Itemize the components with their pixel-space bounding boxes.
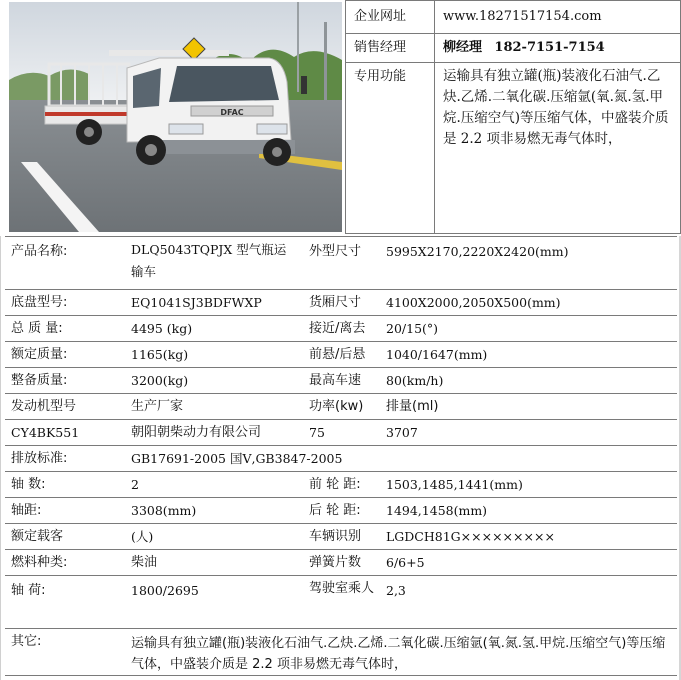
front-track-value: 1503,1485,1441(mm) [380,472,677,498]
fuel-label: 燃料种类: [5,550,125,576]
axles-label: 轴 数: [5,472,125,498]
function-row [346,63,681,234]
cargo-value: 4100X2000,2050X500(mm) [380,290,677,316]
front-track-label: 前 轮 距: [303,472,380,498]
springs-label: 弹簧片数 [303,550,380,576]
displacement-label: 排量(ml) [380,394,677,420]
passengers-value: (人) [125,524,303,550]
overhang-value: 1040/1647(mm) [380,342,677,368]
rear-track-label: 后 轮 距: [303,498,380,524]
vin-label: 车辆识别 [303,524,380,550]
spec-row-emission [5,446,677,472]
spec-row-fuel [5,550,677,576]
axle-load-value: 1800/2695 [125,576,303,629]
curb-value: 3200(kg) [125,368,303,394]
truck-photo [9,2,342,232]
function-value: 运输具有独立罐(瓶)装液化石油气.乙炔.乙烯.二氧化碳.压缩氩(氧.氮.氢.甲烷.压缩空气)等压缩气体，中盛装介质是 2.2 项非易燃无毒气体时， [435,63,681,234]
manager-name: 柳经理 [443,40,483,55]
product-name-label: 产品名称: [5,237,125,290]
manufacturer-label: 生产厂家 [125,394,303,420]
chassis-label: 底盘型号: [5,290,125,316]
website-label: 企业网址 [346,1,435,34]
truck-brand-text: DFAC [220,108,244,117]
curb-label: 整备质量: [5,368,125,394]
contact-table [345,0,681,234]
power-label: 功率(kw) [303,394,380,420]
speed-value: 80(km/h) [380,368,677,394]
approach-label: 接近/离去 [303,316,380,342]
truck-illustration [9,2,342,232]
spec-row-other [5,629,677,676]
axle-load-label: 轴 荷: [5,576,125,629]
spec-row-passengers [5,524,677,550]
manufacturer-value: 朝阳朝柴动力有限公司 [125,420,303,446]
dimensions-value: 5995X2170,2220X2420(mm) [380,237,677,290]
function-label: 专用功能 [346,63,435,234]
product-name-value: DLQ5043TQPJX 型气瓶运输车 [125,237,303,290]
website-row [346,1,681,34]
rated-label: 额定质量: [5,342,125,368]
spec-row-engine-header [5,394,677,420]
other-value: 运输具有独立罐(瓶)装液化石油气.乙炔.乙烯.二氧化碳.压缩氩(氧.氮.氢.甲烷.压缩空气)等压缩气体，中盛装介质是 2.2 项非易燃无毒气体时， [125,629,677,676]
overhang-label: 前悬/后悬 [303,342,380,368]
manager-label: 销售经理 [346,34,435,63]
cab-value: 2,3 [380,576,677,629]
dimensions-label: 外型尺寸 [303,237,380,290]
cargo-label: 货厢尺寸 [303,290,380,316]
wheelbase-label: 轴距: [5,498,125,524]
website-value: www.18271517154.com [435,1,681,34]
spec-row-wheelbase [5,498,677,524]
rated-value: 1165(kg) [125,342,303,368]
manager-phone: 182-7151-7154 [494,40,605,55]
spec-row-engine-values [5,420,677,446]
axles-value: 2 [125,472,303,498]
left-edge-line [0,236,1,680]
cab-label: 驾驶室乘人 [303,576,380,629]
emission-value: GB17691-2005 国Ⅴ,GB3847-2005 [125,446,677,472]
wheelbase-value: 3308(mm) [125,498,303,524]
emission-label: 排放标准: [5,446,125,472]
engine-value: CY4BK551 [5,420,125,446]
other-label: 其它: [5,629,125,676]
displacement-value: 3707 [380,420,677,446]
springs-value: 6/6+5 [380,550,677,576]
spec-row-rated [5,342,677,368]
engine-label: 发动机型号 [5,394,125,420]
manager-row [346,34,681,63]
manager-value [435,34,681,63]
power-value: 75 [303,420,380,446]
spec-table [5,236,677,676]
fuel-value: 柴油 [125,550,303,576]
spec-row-gross [5,316,677,342]
spec-row-chassis [5,290,677,316]
rear-track-value: 1494,1458(mm) [380,498,677,524]
gross-label: 总 质 量: [5,316,125,342]
chassis-value: EQ1041SJ3BDFWXP [125,290,303,316]
spec-row-axles [5,472,677,498]
speed-label: 最高车速 [303,368,380,394]
spec-row-axle-load [5,576,677,629]
approach-value: 20/15(°) [380,316,677,342]
vin-value: LGDCH81G××××××××× [380,524,677,550]
gross-value: 4495 (kg) [125,316,303,342]
passengers-label: 额定载客 [5,524,125,550]
spec-row-product [5,237,677,290]
spec-row-curb [5,368,677,394]
